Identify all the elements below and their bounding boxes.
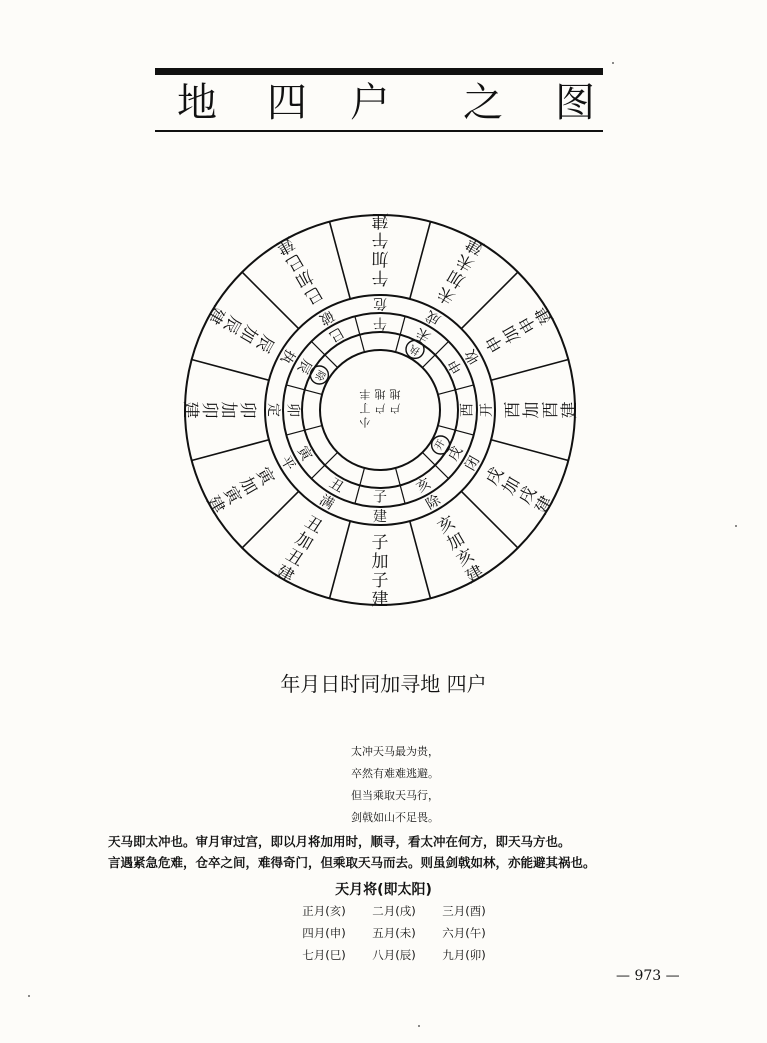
center-label-char: 户	[389, 401, 401, 415]
outer-ring-label-char: 丑	[282, 545, 307, 572]
outer-ring-label-char: 寅	[251, 464, 278, 489]
second-ring-label: 执	[276, 346, 298, 367]
outer-ring-label-char: 建	[202, 302, 229, 328]
outer-sector-divider	[192, 360, 269, 381]
inner-ring-label: 酉	[459, 403, 476, 417]
outer-ring-label-char: 加	[443, 265, 469, 292]
outer-ring-label-char: 加	[522, 401, 542, 419]
circle-mark-label: 除	[312, 367, 327, 383]
prose-line: 天马即太冲也。审月审过宫，即以月将加用时，顺寻，看太冲在何方，即天马方也。	[108, 834, 571, 849]
outer-ring-label-char: 加	[291, 528, 317, 555]
outer-ring-label-char: 戌	[482, 464, 509, 489]
month-cell: 正月(亥)	[302, 904, 346, 918]
outer-sector-divider	[330, 222, 351, 299]
outer-ring-label-char: 辰	[218, 312, 245, 337]
center-label-char: 户	[374, 401, 386, 415]
inner-ring-label: 亥	[413, 475, 434, 497]
outer-sector-divider	[242, 491, 299, 548]
month-cell: 八月(辰)	[372, 948, 416, 962]
inner-ring-label: 卯	[284, 403, 301, 417]
month-cell: 四月(申)	[302, 926, 346, 940]
outer-ring-label-char: 建	[272, 561, 298, 588]
outer-ring-label-char: 建	[202, 492, 229, 518]
title-rule-bottom	[155, 130, 603, 132]
center-label-char: 小	[359, 415, 371, 429]
month-cell: 六月(午)	[442, 926, 486, 940]
poem-line: 太冲天马最为贵，	[351, 745, 439, 758]
outer-ring-label-char: 午	[371, 229, 389, 249]
center-label-char: 丰	[359, 387, 371, 401]
outer-sector-divider	[461, 491, 518, 548]
month-cell: 九月(卯)	[442, 948, 486, 962]
second-ring-label: 开	[479, 403, 495, 417]
outer-ring-label-char: 亥	[434, 512, 459, 539]
inner-ring-label: 未	[413, 323, 434, 345]
outer-sector-divider	[410, 222, 431, 299]
outer-ring-label-char: 加	[498, 473, 525, 499]
second-ring-label: 成	[423, 306, 444, 328]
month-cell: 二月(戌)	[372, 904, 416, 918]
poem-line: 卒然有难难逃避。	[351, 767, 439, 780]
scan-speck	[612, 62, 614, 64]
outer-ring-label-char: 加	[371, 248, 389, 268]
outer-sector-divider	[330, 521, 351, 598]
month-cell: 三月(酉)	[442, 904, 486, 918]
second-ring-label: 闭	[462, 453, 484, 474]
inner-ring-label: 子	[373, 489, 387, 506]
month-cell: 七月(巳)	[302, 948, 346, 962]
outer-ring-label-char: 戌	[515, 483, 542, 508]
prose-line: 言遇紧急危难，仓卒之间，难得奇门，但乘取天马而去。则虽剑戟如林，亦能避其祸也。	[108, 855, 596, 870]
outer-ring-label-char: 未	[453, 248, 478, 275]
scan-speck	[735, 525, 737, 527]
poem-line: 剑戟如山不足畏。	[351, 811, 439, 824]
second-ring-label: 收	[462, 346, 484, 367]
outer-ring-label-char: 巳	[301, 281, 326, 308]
month-table-heading: 天月将(即太阳)	[335, 882, 432, 898]
outer-ring-label-char: 卯	[199, 401, 219, 419]
outer-ring-label-char: 辰	[251, 331, 278, 356]
inner-ring-label: 丑	[326, 475, 347, 497]
second-ring-label: 危	[373, 295, 387, 311]
title-rule-top	[155, 68, 603, 75]
outer-sector-divider	[410, 521, 431, 598]
scan-speck	[28, 995, 30, 997]
title-char: 四	[267, 80, 307, 126]
second-ring-label: 破	[316, 306, 337, 328]
poem-line: 但当乘取天马行，	[351, 789, 439, 802]
outer-ring-label-char: 加	[443, 528, 469, 555]
outer-ring-label-char: 申	[482, 331, 509, 356]
title-char: 户	[350, 80, 390, 126]
outer-ring-label-char: 寅	[218, 483, 245, 508]
outer-ring-label-char: 午	[371, 267, 389, 287]
outer-ring-label-char: 建	[180, 401, 200, 419]
title-char: 之	[463, 80, 503, 126]
title-char: 图	[555, 80, 595, 126]
outer-ring-label-char: 加	[291, 265, 317, 292]
outer-ring-label-char: 申	[515, 312, 542, 337]
second-ring-label: 除	[423, 492, 444, 514]
circle-mark-label: 执	[407, 342, 423, 357]
outer-ring-label-char: 亥	[453, 545, 478, 572]
outer-ring-label-char: 建	[531, 492, 558, 518]
second-ring-label: 建	[373, 509, 387, 525]
inner-ring-label: 巳	[326, 323, 347, 345]
outer-ring-label-char: 建	[272, 232, 298, 259]
outer-sector-divider	[242, 272, 299, 329]
outer-ring-label-char: 建	[462, 561, 488, 588]
second-ring-label: 定	[265, 403, 281, 417]
second-ring-label: 平	[276, 453, 298, 474]
center-label-char: 丁	[359, 401, 371, 415]
inner-ring-label: 戌	[445, 443, 467, 464]
circle-mark-label: 开	[433, 437, 448, 453]
outer-ring-label-char: 建	[560, 401, 580, 419]
outer-ring-label-char: 丑	[301, 512, 326, 539]
center-label-char: 地	[389, 387, 401, 401]
outer-ring-label-char: 加	[498, 321, 525, 347]
inner-ring-label: 申	[445, 356, 467, 377]
outer-ring-label-char: 建	[531, 302, 558, 328]
outer-ring-label-char: 加	[371, 552, 389, 572]
outer-sector-divider	[491, 440, 568, 461]
outer-ring-label-char: 建	[371, 210, 389, 230]
outer-ring-label-char: 加	[218, 401, 238, 419]
outer-sector-divider	[491, 360, 568, 381]
diagram-caption: 年月日时同加寻地 四户	[280, 672, 487, 696]
outer-ring-label-char: 建	[462, 232, 488, 259]
month-cell: 五月(未)	[372, 926, 416, 940]
inner-ring-label: 辰	[293, 356, 315, 377]
outer-ring-label-char: 加	[235, 473, 262, 499]
page-number: — 973 —	[616, 968, 680, 984]
outer-ring-label-char: 子	[371, 571, 389, 591]
outer-ring-label-char: 酉	[503, 401, 523, 419]
inner-ring-label: 午	[373, 314, 387, 331]
center-label-char: 地	[374, 387, 386, 401]
earth-door-wheel-diagram	[170, 200, 590, 620]
outer-sector-divider	[461, 272, 518, 329]
title-char: 地	[177, 80, 217, 126]
outer-ring-label-char: 未	[434, 281, 459, 308]
outer-ring-label-char: 卯	[237, 401, 257, 419]
outer-ring-label-char: 巳	[282, 248, 307, 275]
inner-ring-label: 寅	[293, 443, 315, 464]
second-ring-label: 满	[316, 492, 337, 514]
scan-speck	[418, 1025, 420, 1027]
outer-ring-label-char: 酉	[541, 401, 561, 419]
outer-ring-label-char: 加	[235, 321, 262, 347]
outer-ring-label-char: 建	[371, 590, 389, 610]
outer-sector-divider	[192, 440, 269, 461]
outer-ring-label-char: 子	[371, 533, 389, 553]
